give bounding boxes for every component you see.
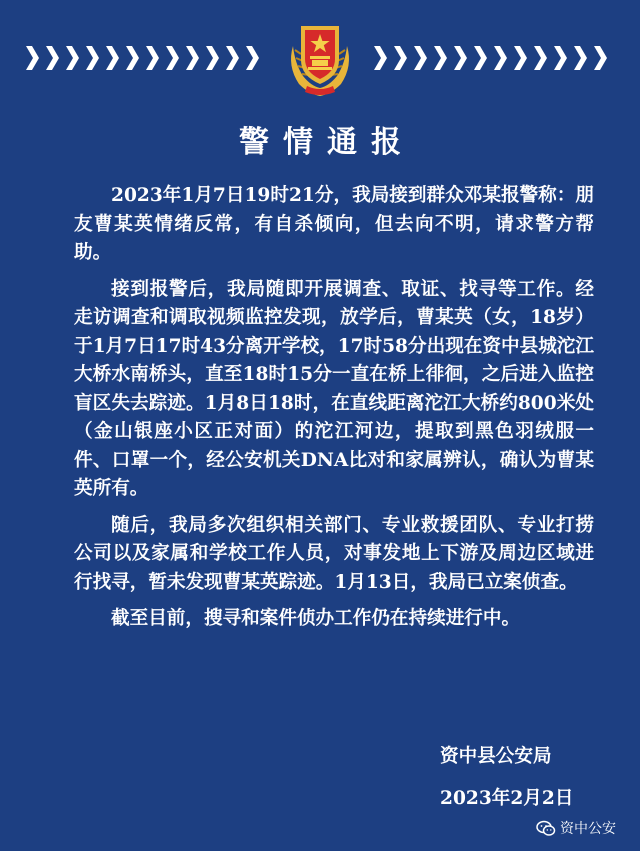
chevron-right-icon <box>532 43 548 73</box>
chevron-right-icon <box>372 43 388 73</box>
issue-date: 2023年2月2日 <box>440 788 574 809</box>
chevron-right-icon <box>204 43 220 73</box>
chevron-right-icon <box>24 43 40 73</box>
decorative-chevrons-right <box>372 43 608 77</box>
notice-paragraph-1: 2023年1月7日19时21分，我局接到群众邓某报警称：朋友曹某英情绪反常，有自杀倾向，但去向不明，请求警方帮助。 <box>74 185 594 263</box>
chevron-right-icon <box>104 43 120 73</box>
issuer-name: 资中县公安局 <box>440 746 552 767</box>
notice-paragraph-4: 截至目前，搜寻和案件侦办工作仍在持续进行中。 <box>111 608 521 629</box>
chevron-right-icon <box>244 43 260 73</box>
chevron-right-icon <box>512 43 528 73</box>
chevron-right-icon <box>412 43 428 73</box>
chevron-right-icon <box>224 43 240 73</box>
chevron-right-icon <box>392 43 408 73</box>
wechat-watermark <box>536 818 616 838</box>
chevron-right-icon <box>572 43 588 73</box>
chevron-right-icon <box>472 43 488 73</box>
chevron-right-icon <box>492 43 508 73</box>
chevron-right-icon <box>44 43 60 73</box>
chevron-right-icon <box>452 43 468 73</box>
police-emblem-icon <box>283 20 357 100</box>
chevron-right-icon <box>552 43 568 73</box>
chevron-right-icon <box>144 43 160 73</box>
notice-title: 警情通报 <box>239 125 415 160</box>
notice-paragraph-3: 随后，我局多次组织相关部门、专业救援团队、专业打捞公司以及家属和学校工作人员，对事发地上下游及周边区域进行找寻，暂未发现曹某英踪迹。1月13日，我局已立案侦查。 <box>74 514 594 593</box>
decorative-chevrons-left <box>24 43 260 77</box>
chevron-right-icon <box>124 43 140 73</box>
chevron-right-icon <box>164 43 180 73</box>
notice-paragraph-2: 接到报警后，我局随即开展调查、取证、找寻等工作。经走访调查和调取视频监控发现，放学后，曹某英（女，18岁）于1月7日17时43分离开学校，17时58分出现在资中县城沱江大桥水南桥头，直至18时15分一直在桥上徘徊，之后进入监控盲区失去踪迹。1月8日18时，在直线距离沱江大桥约800米处（金山银座小区正对面）的沱江河边，提取到黑色羽绒服一件、口罩一个，经公安机关DNA比对和家属辨认，确认为曹某英所有。 <box>74 278 594 499</box>
chevron-right-icon <box>432 43 448 73</box>
wechat-icon <box>536 820 556 837</box>
chevron-right-icon <box>84 43 100 73</box>
wechat-account-label: 资中公安 <box>560 821 616 837</box>
chevron-right-icon <box>184 43 200 73</box>
notice-signature <box>440 736 573 820</box>
chevron-right-icon <box>64 43 80 73</box>
notice-body <box>74 182 594 642</box>
chevron-right-icon <box>592 43 608 73</box>
